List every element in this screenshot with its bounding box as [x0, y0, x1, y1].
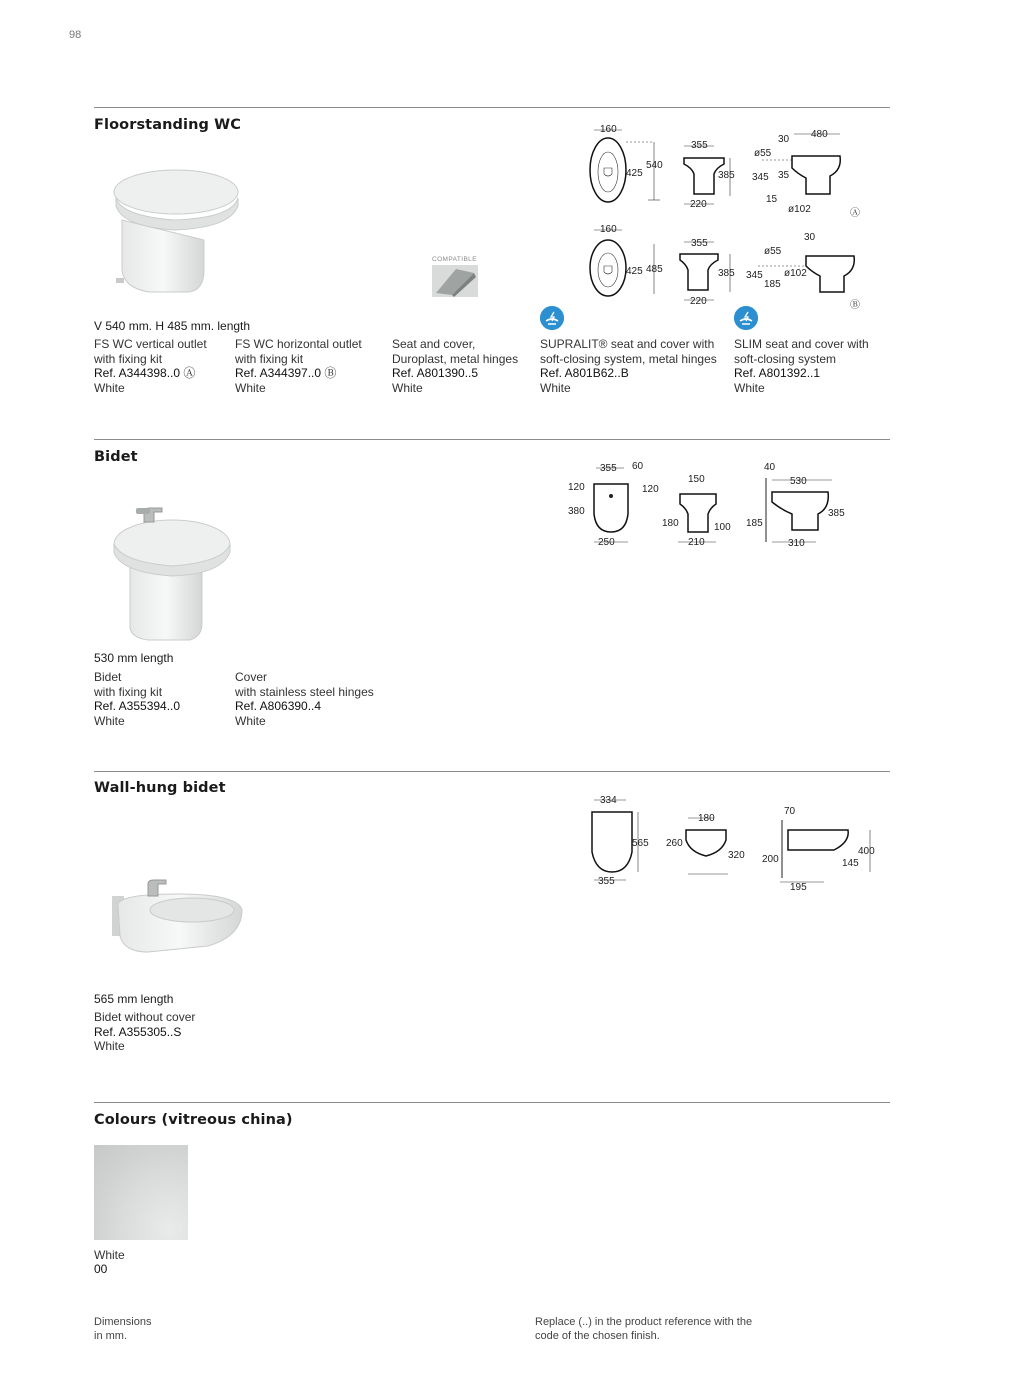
dim-text: 334	[600, 795, 617, 806]
product-item	[94, 337, 207, 395]
outlet-marker-b: Ⓑ	[850, 300, 860, 311]
dim-text: 310	[788, 538, 805, 549]
product-item	[235, 337, 362, 395]
item-ref: Ref. A355394..0	[94, 699, 181, 713]
footer-text: code of the chosen finish.	[535, 1329, 660, 1342]
item-desc: Duroplast, metal hinges	[392, 351, 519, 366]
item-desc: FS WC vertical outlet	[94, 337, 207, 351]
item-desc: with fixing kit	[94, 351, 163, 366]
dim-text: 180	[662, 518, 679, 529]
wc-diagram-b	[580, 220, 870, 316]
bidet-diagram	[566, 458, 866, 550]
dim-text: 355	[691, 238, 708, 249]
colour-swatch-white	[94, 1145, 188, 1240]
swatch-name: White	[94, 1248, 125, 1262]
dim-text: 345	[746, 270, 763, 281]
item-desc: SLIM seat and cover with	[734, 337, 869, 351]
item-desc: Bidet without cover	[94, 1010, 196, 1024]
footer-text: Replace (..) in the product reference with the	[535, 1316, 753, 1328]
section-divider	[94, 107, 890, 108]
wc-size-line: V 540 mm. H 485 mm. length	[94, 319, 251, 333]
item-desc: soft-closing system, metal hinges	[540, 351, 717, 366]
dim-text: 355	[600, 463, 617, 474]
dim-text: 35	[778, 170, 790, 181]
dim-text: 425	[626, 168, 643, 179]
bidet-size-line: 530 mm length	[94, 651, 174, 665]
dim-text: 385	[718, 268, 735, 279]
item-ref: Ref. A801B62..B	[540, 366, 629, 380]
item-desc: Seat and cover,	[392, 337, 476, 351]
dim-text: 260	[666, 838, 683, 849]
item-desc: FS WC horizontal outlet	[235, 337, 362, 351]
dim-text: 385	[718, 170, 735, 181]
item-ref: Ref. A801392..1	[734, 366, 821, 380]
outlet-marker-a: Ⓐ	[850, 208, 860, 219]
dim-text: 160	[600, 124, 617, 135]
section-divider	[94, 439, 890, 440]
dim-text: 565	[632, 838, 649, 849]
wc-photo	[104, 160, 244, 310]
item-desc: with stainless steel hinges	[235, 684, 374, 699]
dim-text: 385	[828, 508, 845, 519]
item-ref: Ref. A355305..S	[94, 1024, 182, 1039]
soft-close-icon	[540, 306, 564, 330]
dim-text: 425	[626, 266, 643, 277]
dim-text: 150	[688, 474, 705, 485]
item-finish: White	[540, 380, 571, 395]
dim-text: 195	[790, 882, 807, 893]
item-ref: Ref. A344397..0 Ⓑ	[235, 366, 337, 380]
dim-text: 355	[691, 140, 708, 151]
product-item	[392, 337, 518, 395]
footer-reference-note	[535, 1316, 752, 1343]
dim-text: 100	[714, 522, 731, 533]
soft-close-icon	[734, 306, 758, 330]
dim-text: ø102	[784, 268, 807, 279]
dim-text: 480	[811, 129, 828, 140]
dim-text: 200	[762, 854, 779, 865]
colours-section-title: Colours (vitreous china)	[94, 1112, 293, 1128]
dim-text: 210	[688, 537, 705, 548]
product-item	[94, 670, 180, 728]
item-desc: with fixing kit	[235, 351, 304, 366]
seat-thumbnail	[432, 263, 478, 305]
item-desc: Cover	[235, 670, 268, 684]
dim-text: 400	[858, 846, 875, 857]
dim-text: 30	[778, 134, 790, 145]
dim-text: ø55	[764, 246, 782, 257]
dim-text: 540	[646, 160, 663, 171]
wall-bidet-size-line: 565 mm length	[94, 992, 174, 1006]
dim-text: ø55	[754, 148, 772, 159]
dim-text: 30	[804, 232, 816, 243]
dim-text: 145	[842, 858, 859, 869]
section-divider	[94, 1102, 890, 1103]
product-item	[540, 337, 717, 395]
footer-text: in mm.	[94, 1329, 127, 1342]
wc-section-title: Floorstanding WC	[94, 117, 241, 133]
item-finish: White	[235, 713, 266, 728]
item-desc: SUPRALIT® seat and cover with	[540, 337, 715, 351]
item-desc: with fixing kit	[94, 684, 163, 699]
dim-text: 120	[568, 482, 585, 493]
dim-text: 40	[764, 462, 776, 473]
dim-text: 220	[690, 199, 707, 210]
product-item	[734, 337, 869, 395]
dim-text: 220	[690, 296, 707, 307]
wall-bidet-section-title: Wall-hung bidet	[94, 780, 226, 796]
compatible-seat-badge	[432, 256, 478, 310]
dim-text: 355	[598, 876, 615, 887]
item-ref: Ref. A344398..0 Ⓐ	[94, 366, 196, 380]
dim-text: 15	[766, 194, 778, 205]
dim-text: ø102	[788, 204, 811, 215]
dim-text: 380	[568, 506, 585, 517]
wall-bidet-photo	[108, 866, 248, 961]
item-finish: White	[94, 713, 125, 728]
dim-text: 60	[632, 461, 644, 472]
dim-text: 160	[600, 224, 617, 235]
item-ref: Ref. A806390..4	[235, 699, 322, 713]
bidet-section-title: Bidet	[94, 449, 138, 465]
dim-text: 70	[784, 806, 796, 817]
item-finish: White	[94, 380, 125, 395]
footer-text: Dimensions	[94, 1316, 152, 1328]
compatible-label: COMPATIBLE	[432, 256, 477, 263]
product-item	[94, 1010, 195, 1054]
dim-text: 185	[764, 279, 781, 290]
wc-diagram-a	[580, 120, 870, 220]
bidet-photo	[104, 500, 234, 645]
item-finish: White	[734, 380, 765, 395]
dim-text: 180	[698, 813, 715, 824]
item-finish: White	[94, 1039, 125, 1053]
footer-dimensions-note	[94, 1316, 151, 1343]
section-divider	[94, 771, 890, 772]
dim-text: 250	[598, 537, 615, 548]
product-item	[235, 670, 374, 728]
item-desc: soft-closing system	[734, 351, 837, 366]
dim-text: 120	[642, 484, 659, 495]
item-finish: White	[235, 380, 266, 395]
swatch-code: 00	[94, 1262, 108, 1276]
item-desc: Bidet	[94, 670, 122, 684]
dim-text: 185	[746, 518, 763, 529]
wall-bidet-diagram	[584, 790, 884, 896]
dim-text: 345	[752, 172, 769, 183]
dim-text: 530	[790, 476, 807, 487]
item-finish: White	[392, 380, 423, 395]
page-number: 98	[69, 29, 82, 41]
dim-text: 485	[646, 264, 663, 275]
dim-text: 320	[728, 850, 745, 861]
item-ref: Ref. A801390..5	[392, 366, 479, 380]
